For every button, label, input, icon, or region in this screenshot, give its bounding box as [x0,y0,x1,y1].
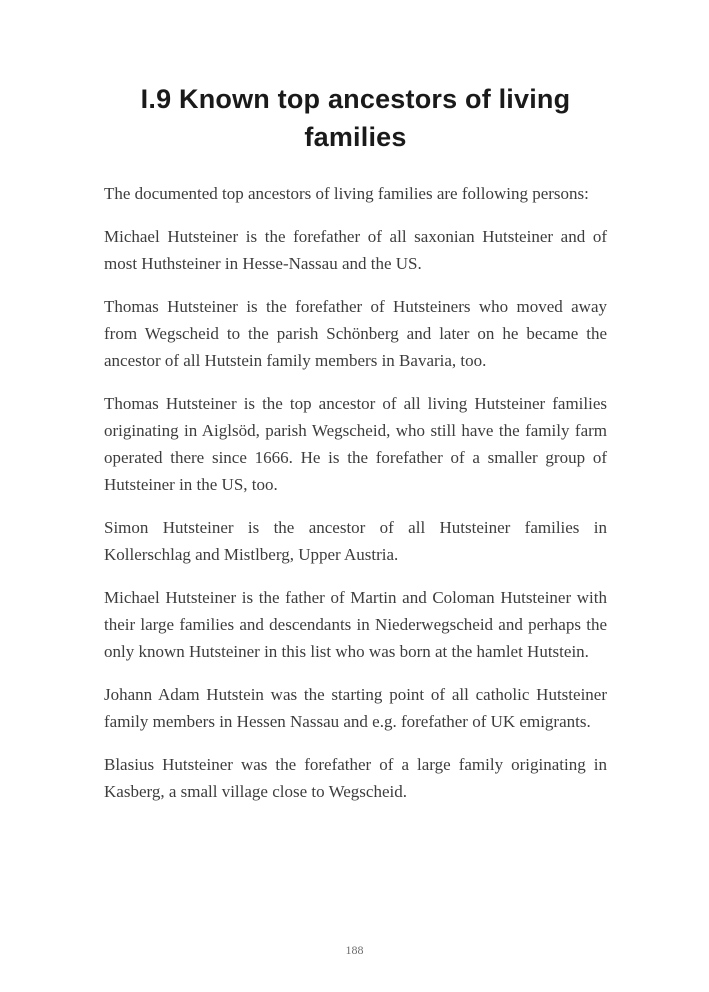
paragraph-michael-niederwegscheid: Michael Hutsteiner is the father of Martin and Coloman Hutsteiner with their large families and descendants in Niederwegscheid and perhaps the only known Hutsteiner in this list who was born at the hamlet Hutstein. [104,588,607,661]
paragraph-johann-adam: Johann Adam Hutstein was the starting point of all catholic Hutsteiner family members in Hessen Nassau and e.g. forefather of UK emigrants. [104,685,607,731]
paragraph-michael-saxonian: Michael Hutsteiner is the forefather of all saxonian Hutsteiner and of most Huthsteiner in Hesse-Nassau and the US. [104,227,607,273]
text-column [0,80,709,805]
paragraph-blasius: Blasius Hutsteiner was the forefather of a large family originating in Kasberg, a small village close to Wegscheid. [104,755,607,801]
page-title-line-1: I.9 Known top ancestors of living [140,84,571,114]
paragraph-intro: The documented top ancestors of living families are following persons: [104,184,589,203]
paragraph-thomas-schoenberg: Thomas Hutsteiner is the forefather of Hutsteiners who moved away from Wegscheid to the parish Schönberg and later on he became the ancestor of all Hutstein family members in Bavaria, too. [104,297,607,370]
page-number: 188 [345,943,364,957]
page-title-line-2: families [304,122,407,152]
page-title [104,80,607,156]
paragraph-simon: Simon Hutsteiner is the ancestor of all Hutsteiner families in Kollerschlag and Mistlberg, Upper Austria. [104,518,607,564]
paragraph-thomas-aiglsoed: Thomas Hutsteiner is the top ancestor of all living Hutsteiner families originating in Aiglsöd, parish Wegscheid, who still have the family farm operated there since 1666. He is the forefather of a smaller group of Hutsteiner in the US, too. [104,394,607,494]
